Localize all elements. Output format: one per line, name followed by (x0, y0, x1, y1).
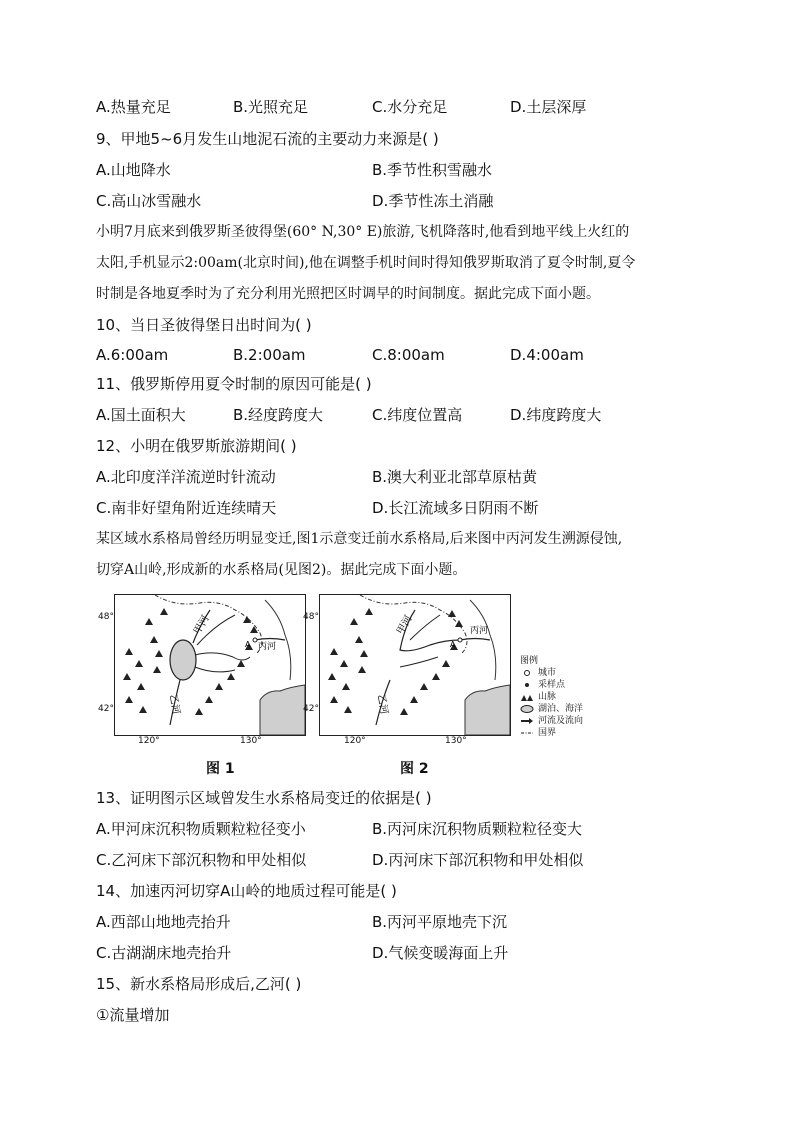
label-mountain-a: A (245, 640, 251, 649)
legend-label-river: 河流及流向 (538, 716, 584, 726)
river-tributary (410, 615, 440, 640)
river-tributary (195, 653, 250, 660)
sea-shape (260, 685, 305, 735)
label-river-bing: 丙河 (258, 642, 277, 652)
figure-1-caption: 图 1 (206, 761, 235, 777)
q8-option-a[interactable]: A.热量充足 (96, 98, 171, 116)
label-river-bing: 丙河 (470, 626, 489, 636)
legend-row-city (520, 667, 583, 679)
city-marker (458, 638, 462, 642)
sample-point-icon (520, 680, 534, 690)
q9-option-c[interactable]: C.高山冰雪融水 (96, 192, 202, 210)
legend-label-city: 城市 (538, 668, 557, 678)
q14-option-b[interactable]: B.丙河平原地壳下沉 (372, 913, 508, 931)
river-bing-line (255, 639, 285, 641)
q13-option-c[interactable]: C.乙河床下部沉积物和甲处相似 (96, 851, 307, 869)
q9-option-a[interactable]: A.山地降水 (96, 161, 171, 179)
q10-option-b[interactable]: B.2:00am (233, 346, 306, 364)
q12-option-c[interactable]: C.南非好望角附近连续晴天 (96, 499, 277, 517)
river-arrow-icon (520, 716, 534, 726)
map-figure-1 (114, 594, 306, 736)
label-river-yi: 乙河 (375, 693, 390, 716)
q14-option-c[interactable]: C.古湖湖床地壳抬升 (96, 944, 232, 962)
legend-row-mountain (520, 691, 583, 703)
coastline (470, 600, 496, 680)
q8-option-c[interactable]: C.水分充足 (372, 98, 448, 116)
q11-stem: 11、俄罗斯停用夏令时制的原因可能是( ) (96, 375, 372, 393)
river-system-figure (98, 594, 584, 777)
legend-row-lake (520, 703, 583, 715)
q12-option-a[interactable]: A.北印度洋洋流逆时针流动 (96, 468, 276, 486)
q11-option-a[interactable]: A.国土面积大 (96, 406, 186, 424)
q9-option-b[interactable]: B.季节性积雪融水 (372, 161, 493, 179)
passage2-line1: 某区域水系格局曾经历明显变迁,图1示意变迁前水系格局,后来图中丙河发生溯源侵蚀, (96, 531, 623, 547)
legend-label-mountain: 山脉 (538, 692, 557, 702)
q8-option-b[interactable]: B.光照充足 (233, 98, 309, 116)
q11-option-c[interactable]: C.纬度位置高 (372, 406, 463, 424)
q13-option-d[interactable]: D.丙河床下部沉积物和甲处相似 (372, 851, 584, 869)
passage2-line2: 切穿A山岭,形成新的水系格局(见图2)。据此完成下面小题。 (96, 562, 467, 578)
q10-option-d[interactable]: D.4:00am (510, 346, 584, 364)
city-marker (253, 638, 257, 642)
map2-lon-right: 130° (445, 736, 467, 746)
q15-option-1[interactable]: ①流量增加 (96, 1006, 170, 1024)
label-mountain-a: A (450, 640, 456, 649)
label-river-jia: 甲河 (192, 613, 212, 637)
map2-lat-bottom: 42° (303, 704, 319, 714)
map-figure-2 (319, 594, 511, 736)
passage1-line3: 时制是各地夏季时为了充分利用光照把区时调早的时间制度。据此完成下面小题。 (96, 286, 600, 302)
q14-option-d[interactable]: D.气候变暖海面上升 (372, 944, 509, 962)
map1-lat-top: 48° (98, 612, 114, 622)
map1-lon-right: 130° (240, 736, 262, 746)
q11-option-d[interactable]: D.纬度跨度大 (510, 406, 602, 424)
river-bing-line (460, 639, 490, 641)
mountain-icon (520, 692, 534, 702)
q11-option-b[interactable]: B.经度跨度大 (233, 406, 324, 424)
legend-row-sample (520, 679, 583, 691)
q12-stem: 12、小明在俄罗斯旅游期间( ) (96, 437, 297, 455)
legend-label-sample: 采样点 (538, 680, 566, 690)
legend-label-border: 国界 (538, 728, 557, 738)
map1-lat-bottom: 42° (98, 704, 114, 714)
map2-lat-top: 48° (303, 612, 319, 622)
q12-option-d[interactable]: D.长江流域多日阴雨不断 (372, 499, 539, 517)
q8-option-d[interactable]: D.土层深厚 (510, 98, 587, 116)
q13-option-a[interactable]: A.甲河床沉积物质颗粒粒径变小 (96, 820, 306, 838)
legend-title: 图例 (520, 656, 539, 666)
mountain-range-symbols (328, 608, 463, 715)
q10-stem: 10、当日圣彼得堡日出时间为( ) (96, 316, 312, 334)
legend-label-lake: 湖泊、海洋 (538, 704, 584, 714)
label-river-yi: 乙河 (167, 693, 182, 716)
ancient-lake (170, 640, 196, 680)
figure-2-caption: 图 2 (400, 761, 429, 777)
q12-option-b[interactable]: B.澳大利亚北部草原枯黄 (372, 468, 538, 486)
border-line-icon (520, 728, 534, 738)
legend-row-border (520, 727, 583, 739)
q13-stem: 13、证明图示区域曾发生水系格局变迁的依据是( ) (96, 789, 432, 807)
q13-option-b[interactable]: B.丙河床沉积物质颗粒粒径变大 (372, 820, 583, 838)
river-tributary (195, 667, 235, 672)
q9-option-d[interactable]: D.季节性冻土消融 (372, 192, 494, 210)
q10-option-c[interactable]: C.8:00am (372, 346, 445, 364)
map-1-drawing (115, 595, 305, 735)
q9-stem: 9、甲地5~6月发生山地泥石流的主要动力来源是( ) (96, 130, 439, 148)
river-tributary (400, 657, 438, 667)
passage1-line1: 小明7月底来到俄罗斯圣彼得堡(60° N,30° E)旅游,飞机降落时,他看到地平线上火红的 (96, 224, 630, 240)
label-river-jia: 甲河 (395, 613, 415, 637)
map-legend (520, 655, 583, 739)
legend-row-river (520, 715, 583, 727)
map1-lon-left: 120° (138, 736, 160, 746)
lake-icon (520, 704, 534, 714)
city-icon (520, 668, 534, 678)
coastline (265, 600, 291, 680)
q15-stem: 15、新水系格局形成后,乙河( ) (96, 975, 302, 993)
sea-shape (465, 685, 510, 735)
passage1-line2: 太阳,手机显示2:00am(北京时间),他在调整手机时间时得知俄罗斯取消了夏令时制,夏令 (96, 255, 636, 271)
q10-option-a[interactable]: A.6:00am (96, 346, 169, 364)
q14-option-a[interactable]: A.西部山地地壳抬升 (96, 913, 231, 931)
q14-stem: 14、加速丙河切穿A山岭的地质过程可能是( ) (96, 882, 397, 900)
map-2-drawing (320, 595, 510, 735)
map2-lon-left: 120° (344, 736, 366, 746)
